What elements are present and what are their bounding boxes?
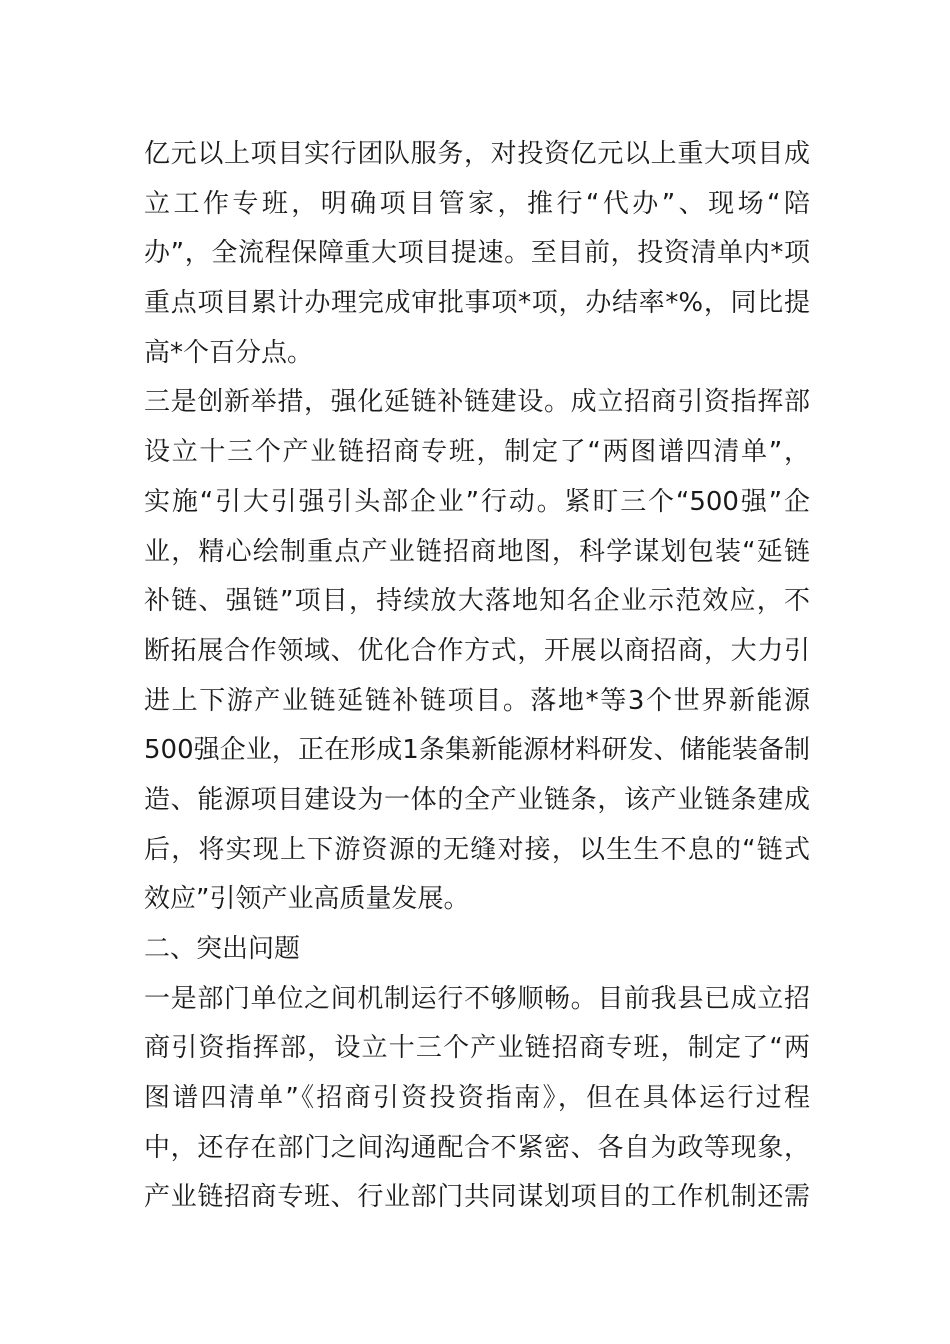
text-line: 设立十三个产业链招商专班，制定了“两图谱四清单”， bbox=[144, 437, 810, 468]
text-line: 实施“引大引强引头部企业”行动。紧盯三个“500强”企 bbox=[144, 486, 810, 517]
text-line: 中，还存在部门之间沟通配合不紧密、各自为政等现象， bbox=[144, 1132, 810, 1163]
text-line: 亿元以上项目实行团队服务，对投资亿元以上重大项目成 bbox=[144, 139, 810, 169]
text-line: 办”，全流程保障重大项目提速。至目前，投资清单内*项 bbox=[144, 238, 810, 269]
text-line: 图谱四清单”《招商引资投资指南》，但在具体运行过程 bbox=[144, 1083, 810, 1114]
text-line: 补链、强链”项目，持续放大落地知名企业示范效应，不 bbox=[144, 586, 810, 617]
text-line: 后，将实现上下游资源的无缝对接，以生生不息的“链式 bbox=[144, 834, 810, 865]
text-line: 二、突出问题 bbox=[144, 934, 301, 964]
text-line: 业，精心绘制重点产业链招商地图，科学谋划包装“延链 bbox=[144, 536, 810, 567]
text-line: 高*个百分点。 bbox=[144, 337, 314, 368]
document-body bbox=[144, 130, 810, 1223]
text-line: 效应”引领产业高质量发展。 bbox=[144, 884, 470, 915]
text-line: 断拓展合作领域、优化合作方式，开展以商招商，大力引 bbox=[144, 635, 810, 666]
text-line: 三是创新举措，强化延链补链建设。成立招商引资指挥部 bbox=[144, 387, 810, 418]
text-line: 产业链招商专班、行业部门共同谋划项目的工作机制还需 bbox=[144, 1182, 810, 1213]
text-line: 商引资指挥部，设立十三个产业链招商专班，制定了“两 bbox=[144, 1033, 810, 1064]
text-line: 重点项目累计办理完成审批事项*项，办结率*%，同比提 bbox=[144, 288, 810, 319]
text-line: 一是部门单位之间机制运行不够顺畅。目前我县已成立招 bbox=[144, 983, 810, 1014]
text-line: 500强企业，正在形成1条集新能源材料研发、储能装备制 bbox=[144, 735, 810, 766]
text-line: 进上下游产业链延链补链项目。落地*等3个世界新能源 bbox=[144, 685, 810, 716]
text-line: 造、能源项目建设为一体的全产业链条，该产业链条建成 bbox=[144, 784, 810, 815]
text-line: 立工作专班，明确项目管家，推行“代办”、现场“陪 bbox=[144, 188, 810, 219]
